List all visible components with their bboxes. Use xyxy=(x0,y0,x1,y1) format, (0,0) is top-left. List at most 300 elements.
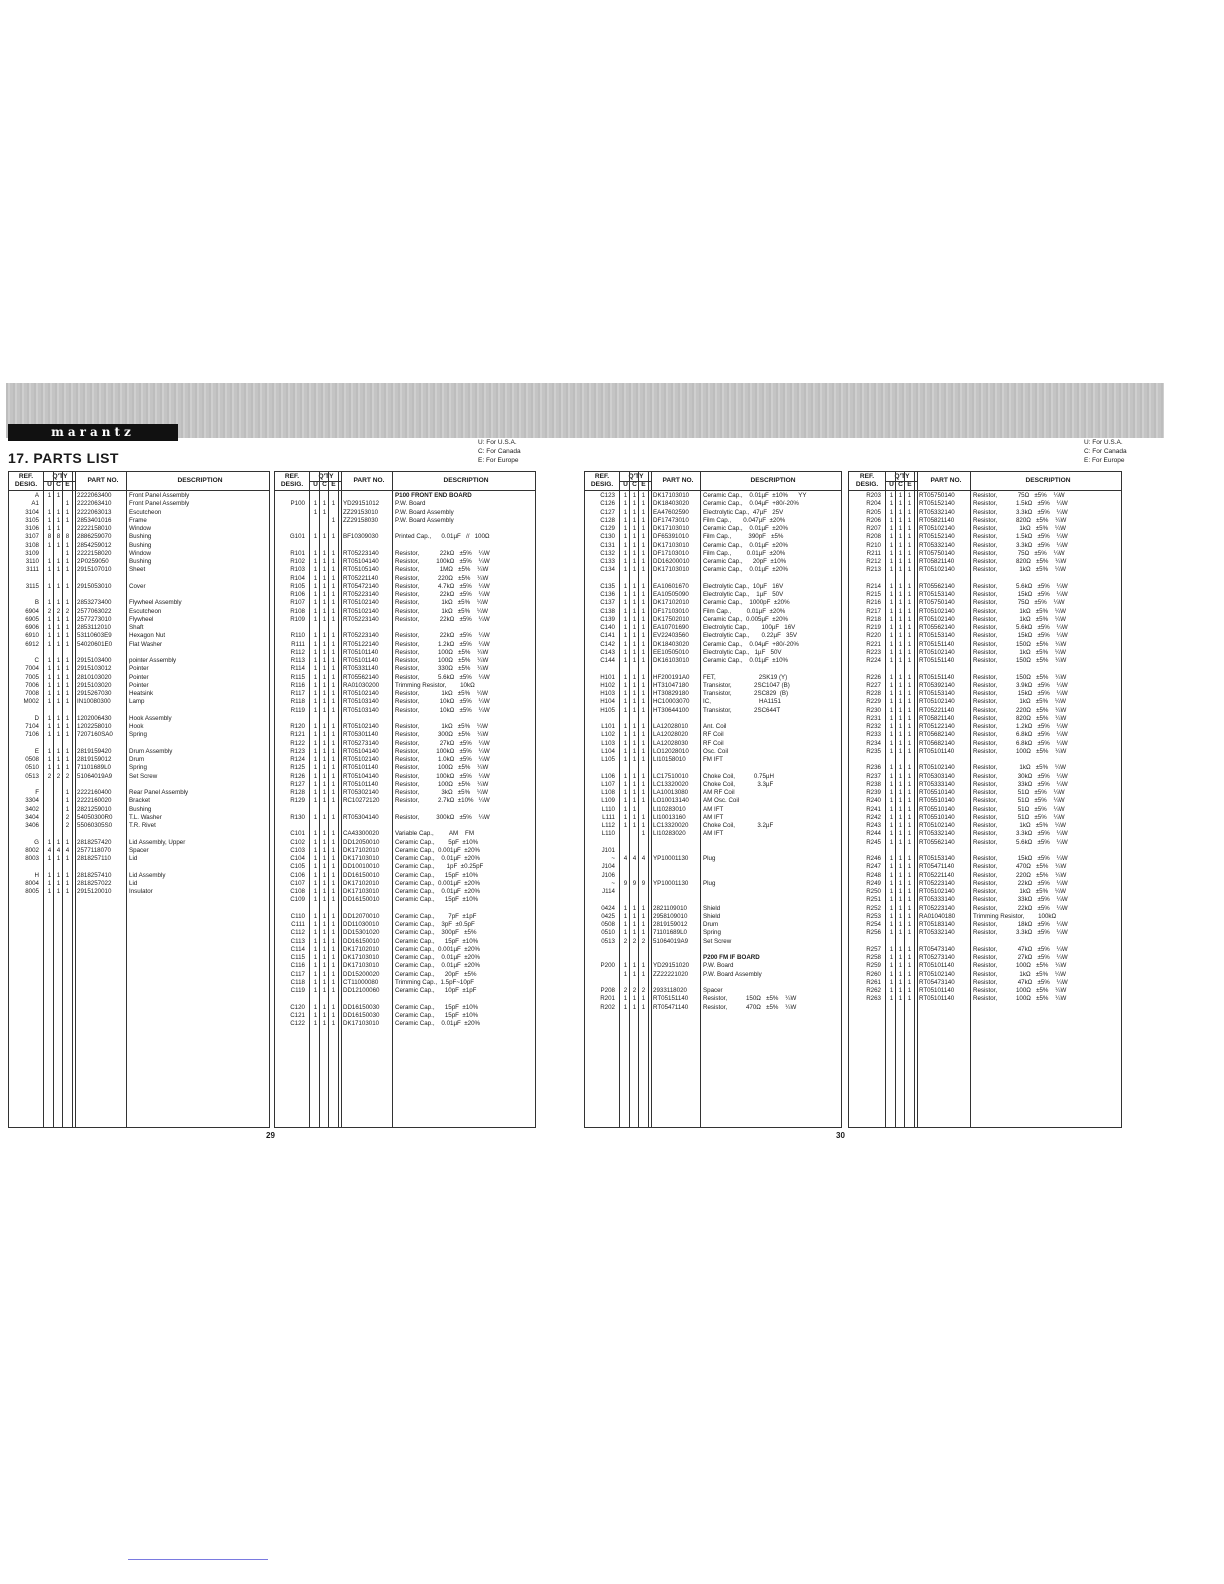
qty-c-cell: 1 xyxy=(322,632,327,640)
qty-u-cell: 1 xyxy=(313,739,318,747)
ref-cell: R112 xyxy=(290,648,305,656)
qty-e-cell: 1 xyxy=(907,954,912,961)
qty-c-cell: 2 xyxy=(632,937,637,945)
ref-cell: R236 xyxy=(866,764,881,772)
qty-u-cell: 1 xyxy=(623,822,628,829)
header-u: U xyxy=(889,481,894,488)
ref-cell: H105 xyxy=(600,706,615,714)
qty-c-cell: 1 xyxy=(322,896,327,904)
ref-cell: R259 xyxy=(866,962,881,970)
qty-e-cell: 1 xyxy=(641,591,646,598)
qty-e-cell: 1 xyxy=(331,978,336,986)
table-row xyxy=(585,938,841,946)
qty-c-cell: 1 xyxy=(322,1003,327,1011)
qty-u-cell: 1 xyxy=(623,541,628,549)
qty-u-cell: 1 xyxy=(313,896,318,904)
qty-e-cell: 1 xyxy=(907,855,912,862)
part-no-cell: LI10283020 xyxy=(653,830,686,838)
description-cell: Ceramic Cap., 0.01µF ±20% xyxy=(703,541,789,549)
description-cell: Resistor, 300Ω ±5% ¼W xyxy=(395,731,489,739)
qty-e-cell: 1 xyxy=(331,731,336,739)
qty-e-cell: 1 xyxy=(641,830,646,838)
qty-u-cell: 1 xyxy=(623,566,628,574)
qty-u-cell: 1 xyxy=(889,863,894,871)
description-cell: Flywheel xyxy=(129,615,154,623)
ref-cell: L107 xyxy=(601,780,615,788)
part-no-cell: DD16150010 xyxy=(343,896,380,904)
qty-c-cell: 1 xyxy=(632,962,637,970)
qty-c-cell: 1 xyxy=(632,912,637,920)
qty-e-cell: 1 xyxy=(331,533,336,541)
table-row xyxy=(849,781,1121,789)
qty-u-cell: 1 xyxy=(889,525,894,532)
table-row xyxy=(849,583,1121,591)
table-row xyxy=(275,674,535,682)
ref-cell: C128 xyxy=(600,516,615,524)
qty-c-cell: 1 xyxy=(898,508,903,516)
qty-c-cell: 1 xyxy=(322,607,327,615)
qty-u-cell: 1 xyxy=(623,500,628,508)
qty-e-cell: 1 xyxy=(331,830,336,838)
part-no-cell: 2854259012 xyxy=(77,541,112,549)
ref-cell: C107 xyxy=(290,879,305,887)
part-no-cell: CT11000080 xyxy=(343,978,379,986)
ref-cell: R242 xyxy=(866,813,881,821)
qty-u-cell: 1 xyxy=(623,615,628,623)
qty-e-cell: 1 xyxy=(907,879,912,887)
table-row xyxy=(849,533,1121,541)
qty-e-cell: 1 xyxy=(907,789,912,796)
table-row xyxy=(9,822,269,830)
ref-cell: C109 xyxy=(290,896,305,904)
qty-e-cell: 1 xyxy=(331,813,336,821)
part-no-cell: DD16150010 xyxy=(343,937,380,945)
qty-c-cell: 1 xyxy=(56,632,61,640)
table-row xyxy=(9,599,269,607)
table-row xyxy=(849,558,1121,566)
qty-e-cell: 1 xyxy=(65,665,70,673)
part-no-cell: RT05102140 xyxy=(919,822,955,829)
description-cell: Ceramic Cap., 15pF ±10% xyxy=(395,1011,479,1019)
part-no-cell: LI10013160 xyxy=(653,813,686,821)
qty-e-cell: 1 xyxy=(907,541,912,549)
qty-e-cell: 1 xyxy=(331,665,336,673)
table-row xyxy=(9,748,269,756)
part-no-cell: RT05332140 xyxy=(919,929,955,937)
qty-e-cell: 1 xyxy=(641,516,646,524)
description-cell: Spacer xyxy=(129,846,149,854)
qty-c-cell: 1 xyxy=(322,640,327,648)
part-no-cell: 2P0259050 xyxy=(77,558,109,565)
qty-u-cell: 2 xyxy=(47,607,52,615)
part-no-cell: RT05510140 xyxy=(919,813,955,821)
ref-cell: L108 xyxy=(601,789,615,796)
part-no-cell: 2915053010 xyxy=(77,582,112,590)
part-no-cell: RT05223140 xyxy=(343,591,379,598)
table-row xyxy=(275,682,535,690)
qty-e-cell: 1 xyxy=(331,855,336,862)
qty-e-cell: 1 xyxy=(907,912,912,920)
qty-e-cell: 1 xyxy=(641,566,646,574)
description-cell: P.W. Board xyxy=(703,962,734,970)
description-cell: Film Cap., 0.047µF ±20% xyxy=(703,516,786,524)
qty-c-cell: 1 xyxy=(322,698,327,706)
description-cell: Ceramic Cap., 0.001µF ±20% xyxy=(395,945,481,953)
ref-cell: C113 xyxy=(290,937,305,945)
qty-c-cell: 1 xyxy=(56,681,61,689)
description-cell: Pointer xyxy=(129,673,149,681)
qty-c-cell: 1 xyxy=(322,912,327,920)
qty-u-cell: 1 xyxy=(47,599,52,607)
part-no-cell: 2819159012 xyxy=(653,921,688,928)
description-cell: Choke Coil, 3.2µF xyxy=(703,822,774,829)
description-cell: Window xyxy=(129,549,152,557)
part-no-cell: RT05302140 xyxy=(343,789,379,796)
description-cell: Escutcheon xyxy=(129,508,162,516)
table-row xyxy=(9,509,269,517)
description-cell: Ceramic Cap., 0.01µF ±20% xyxy=(703,525,789,532)
table-row xyxy=(9,888,269,896)
parts-column-4 xyxy=(848,471,1122,1128)
description-cell: Resistor, 100Ω ±5% ¼W xyxy=(395,657,489,664)
qty-e-cell: 1 xyxy=(65,516,70,524)
ref-cell: 3110 xyxy=(25,558,39,565)
qty-u-cell: 1 xyxy=(623,648,628,656)
qty-u-cell: 1 xyxy=(889,813,894,821)
ref-cell: R212 xyxy=(866,558,881,565)
qty-u-cell: 1 xyxy=(313,756,318,763)
ref-cell: 3106 xyxy=(25,525,39,532)
table-row xyxy=(585,987,841,995)
qty-c-cell: 1 xyxy=(322,921,327,928)
qty-u-cell: 1 xyxy=(623,1003,628,1011)
part-no-cell: RT05101140 xyxy=(343,780,379,788)
qty-c-cell: 1 xyxy=(898,813,903,821)
qty-e-cell: 1 xyxy=(641,558,646,565)
table-row xyxy=(9,665,269,673)
qty-u-cell: 1 xyxy=(889,516,894,524)
description-cell: AM IFT xyxy=(703,830,724,838)
qty-u-cell: 1 xyxy=(47,615,52,623)
qty-c-cell: 1 xyxy=(322,978,327,986)
qty-c-cell: 1 xyxy=(632,516,637,524)
qty-u-cell: 1 xyxy=(313,838,318,846)
table-row xyxy=(9,690,269,698)
parts-column-3 xyxy=(584,471,842,1128)
qty-u-cell: 1 xyxy=(313,978,318,986)
description-cell: Ceramic Cap., 20pF ±10% xyxy=(703,558,787,565)
qty-u-cell: 1 xyxy=(313,764,318,772)
part-no-cell: LO10013140 xyxy=(653,797,689,805)
qty-u-cell: 1 xyxy=(889,558,894,565)
ref-cell: R251 xyxy=(866,896,881,904)
qty-c-cell: 1 xyxy=(898,978,903,986)
header-qty: Q'TY xyxy=(318,473,334,480)
qty-u-cell: 1 xyxy=(313,772,318,780)
ref-cell: 0513 xyxy=(601,937,615,945)
qty-e-cell: 1 xyxy=(331,937,336,945)
part-no-cell: 2818257410 xyxy=(77,871,112,879)
table-row xyxy=(9,723,269,731)
ref-cell: R109 xyxy=(290,615,305,623)
qty-u-cell: 1 xyxy=(313,657,318,664)
qty-c-cell: 1 xyxy=(898,871,903,879)
qty-c-cell: 1 xyxy=(632,558,637,565)
table-row xyxy=(9,781,269,789)
qty-c-cell: 1 xyxy=(632,780,637,788)
description-cell: Resistor, 10kΩ ±5% ¼W xyxy=(395,698,490,706)
qty-u-cell: 1 xyxy=(889,739,894,747)
header-desig: DESIG. xyxy=(855,481,879,488)
qty-e-cell: 2 xyxy=(65,772,70,780)
table-row xyxy=(275,566,535,574)
header-qty: Q'TY xyxy=(52,473,68,480)
qty-u-cell: 1 xyxy=(313,558,318,565)
qty-c-cell: 1 xyxy=(632,648,637,656)
part-no-cell: RT05392140 xyxy=(919,681,955,689)
qty-c-cell: 1 xyxy=(898,706,903,714)
qty-u-cell: 1 xyxy=(889,714,894,722)
header-c: C xyxy=(632,481,637,488)
part-no-cell: BF10309030 xyxy=(343,533,379,541)
ref-cell: R232 xyxy=(866,723,881,730)
description-cell: Resistor, 51Ω ±5% ¼W xyxy=(973,813,1065,821)
qty-c-cell: 1 xyxy=(632,657,637,664)
ref-cell: 0510 xyxy=(601,929,615,937)
part-no-cell: 2577273010 xyxy=(77,615,112,623)
description-cell: Spring xyxy=(129,764,147,772)
description-cell: Flat Washer xyxy=(129,640,163,648)
description-cell: P100 FRONT END BOARD xyxy=(395,492,472,499)
parts-rows xyxy=(585,492,841,1012)
qty-u-cell: 1 xyxy=(47,855,52,862)
qty-e-cell: 1 xyxy=(907,739,912,747)
qty-e-cell: 1 xyxy=(907,640,912,648)
table-row xyxy=(275,558,535,566)
header-description: DESCRIPTION xyxy=(1025,477,1071,484)
table-row xyxy=(849,748,1121,756)
qty-e-cell: 1 xyxy=(907,805,912,813)
table-row xyxy=(275,591,535,599)
qty-c-cell: 1 xyxy=(322,665,327,673)
part-no-cell: LC13320020 xyxy=(653,780,689,788)
part-no-cell: LA12028020 xyxy=(653,731,689,739)
description-cell: Ceramic Cap., 300pF ±5% xyxy=(395,929,477,937)
description-cell: Electrolytic Cap., 0.22µF 35V xyxy=(703,632,798,640)
qty-c-cell: 1 xyxy=(898,657,903,664)
ref-cell: C119 xyxy=(290,987,305,994)
part-no-cell: DF65391010 xyxy=(653,533,689,541)
qty-u-cell: 1 xyxy=(47,582,52,590)
qty-c-cell: 1 xyxy=(322,747,327,755)
description-cell: Resistor, 47kΩ ±5% ¼W xyxy=(973,978,1068,986)
description-cell: Transistor, 2SC644T xyxy=(703,706,781,714)
part-no-cell: DK17502010 xyxy=(653,615,690,623)
description-cell: Resistor, 100kΩ ±5% ¼W xyxy=(395,772,490,780)
table-row xyxy=(849,954,1121,962)
qty-c-cell: 1 xyxy=(898,541,903,549)
part-no-cell: 2222158010 xyxy=(77,525,112,532)
qty-e-cell: 1 xyxy=(907,657,912,664)
part-no-cell: RT05102140 xyxy=(919,615,955,623)
qty-u-cell: 1 xyxy=(313,723,318,730)
qty-e-cell: 1 xyxy=(641,615,646,623)
table-row xyxy=(849,847,1121,855)
table-row xyxy=(849,938,1121,946)
table-row xyxy=(9,583,269,591)
header-e: E xyxy=(65,481,70,488)
description-cell: Electrolytic Cap., 10µF 16V xyxy=(703,582,784,590)
ref-cell: 6912 xyxy=(25,640,39,648)
table-row xyxy=(275,839,535,847)
description-cell: Shield xyxy=(703,904,721,912)
qty-c-cell: 1 xyxy=(322,558,327,565)
ref-cell: C139 xyxy=(600,615,615,623)
ref-cell: C118 xyxy=(290,978,305,986)
description-cell: Resistor, 27kΩ ±5% ¼W xyxy=(395,739,490,747)
ref-cell: L103 xyxy=(601,739,615,747)
qty-u-cell: 1 xyxy=(47,681,52,689)
ref-cell: R216 xyxy=(866,599,881,607)
qty-c-cell: 1 xyxy=(322,879,327,887)
description-cell: Resistor, 220Ω ±5% ¼W xyxy=(973,706,1067,714)
ref-cell: 0513 xyxy=(25,772,39,780)
qty-e-cell: 1 xyxy=(907,987,912,994)
ref-cell: C104 xyxy=(290,855,305,862)
ref-cell: A xyxy=(34,492,39,499)
ref-cell: J101 xyxy=(601,846,615,854)
qty-e-cell: 1 xyxy=(907,525,912,532)
part-no-cell: DK17103010 xyxy=(653,566,690,574)
qty-c-cell: 1 xyxy=(898,929,903,937)
qty-c-cell: 1 xyxy=(632,698,637,706)
qty-u-cell: 1 xyxy=(313,780,318,788)
table-row xyxy=(849,872,1121,880)
part-no-cell: 51064019A9 xyxy=(77,772,113,780)
qty-u-cell: 1 xyxy=(623,516,628,524)
table-row xyxy=(585,566,841,574)
qty-c-cell: 1 xyxy=(898,714,903,722)
description-cell: Plug xyxy=(703,855,716,862)
description-cell: Resistor, 15kΩ ±5% ¼W xyxy=(973,632,1068,640)
part-no-cell: RT05273140 xyxy=(919,954,955,961)
qty-u-cell: 1 xyxy=(623,912,628,920)
qty-e-cell: 1 xyxy=(331,962,336,970)
table-row xyxy=(9,731,269,739)
table-row xyxy=(585,723,841,731)
qty-e-cell: 1 xyxy=(907,747,912,755)
description-cell: Set Screw xyxy=(129,772,158,780)
description-cell: Bushing xyxy=(129,541,152,549)
qty-c-cell: 1 xyxy=(632,599,637,607)
ref-cell: C127 xyxy=(600,508,615,516)
table-row xyxy=(585,492,841,500)
table-row xyxy=(585,641,841,649)
description-cell: Bushing xyxy=(129,558,152,565)
qty-c-cell: 1 xyxy=(898,797,903,805)
description-cell: Shield xyxy=(703,912,721,920)
table-row xyxy=(9,492,269,500)
qty-u-cell: 2 xyxy=(623,937,628,945)
table-row xyxy=(849,566,1121,574)
qty-u-cell: 1 xyxy=(313,830,318,838)
ref-cell: 6905 xyxy=(25,615,39,623)
qty-u-cell: 1 xyxy=(313,706,318,714)
table-row xyxy=(275,525,535,533)
qty-e-cell: 1 xyxy=(65,508,70,516)
table-row xyxy=(585,1004,841,1012)
qty-c-cell: 1 xyxy=(56,764,61,772)
qty-e-cell: 1 xyxy=(65,541,70,549)
table-row xyxy=(585,707,841,715)
description-cell: T.L. Washer xyxy=(129,813,162,821)
description-cell: Resistor, 150Ω ±5% ¼W xyxy=(973,657,1067,664)
ref-cell: L110 xyxy=(601,830,615,838)
description-cell: IC, HA1151 xyxy=(703,698,781,706)
table-row xyxy=(849,492,1121,500)
ref-cell: 8005 xyxy=(25,888,39,895)
qty-c-cell: 1 xyxy=(56,714,61,722)
qty-u-cell: 1 xyxy=(47,516,52,524)
qty-e-cell: 1 xyxy=(641,739,646,747)
part-no-cell: HT31047180 xyxy=(653,681,689,689)
qty-u-cell: 1 xyxy=(623,492,628,499)
table-row xyxy=(275,872,535,880)
qty-u-cell: 1 xyxy=(313,954,318,961)
ref-cell: R123 xyxy=(290,747,305,755)
table-row xyxy=(275,542,535,550)
part-no-cell: RA01030200 xyxy=(343,681,380,689)
qty-e-cell: 1 xyxy=(907,772,912,780)
ref-cell: R129 xyxy=(290,797,305,805)
part-no-cell: 51064019A9 xyxy=(653,937,689,945)
ref-cell: R108 xyxy=(290,607,305,615)
description-cell: RF Coil xyxy=(703,739,724,747)
table-row xyxy=(275,888,535,896)
table-row xyxy=(849,509,1121,517)
ref-cell: C101 xyxy=(290,830,305,838)
ref-cell: R125 xyxy=(290,764,305,772)
ref-cell: R219 xyxy=(866,624,881,631)
description-cell: Resistor, 300kΩ ±5% ¼W xyxy=(395,813,490,821)
description-cell: Lid xyxy=(129,879,138,887)
qty-e-cell: 1 xyxy=(641,525,646,532)
table-row xyxy=(275,500,535,508)
header-desig: DESIG. xyxy=(590,481,614,488)
ref-cell: R130 xyxy=(290,813,305,821)
part-no-cell: LA10013080 xyxy=(653,789,689,796)
description-cell: Resistor, 47kΩ ±5% ¼W xyxy=(973,945,1068,953)
qty-u-cell: 1 xyxy=(889,904,894,912)
description-cell: Ceramic Cap., 0.01µF ±20% xyxy=(395,1020,481,1027)
ref-cell: L112 xyxy=(601,822,615,829)
part-no-cell: LA12028030 xyxy=(653,739,689,747)
qty-u-cell: 1 xyxy=(313,591,318,598)
qty-e-cell: 1 xyxy=(907,673,912,681)
qty-u-cell: 1 xyxy=(623,962,628,970)
table-row xyxy=(585,583,841,591)
description-cell: Ceramic Cap., 10pF ±1pF xyxy=(395,987,477,994)
description-cell: Bracket xyxy=(129,797,150,805)
qty-u-cell: 1 xyxy=(889,731,894,739)
part-no-cell: 2810103020 xyxy=(77,673,112,681)
ref-cell: R121 xyxy=(290,731,305,739)
ref-cell: H102 xyxy=(600,681,615,689)
part-no-cell: RC10272120 xyxy=(343,797,380,805)
ref-cell: R118 xyxy=(290,698,305,706)
ref-cell: G101 xyxy=(289,533,305,541)
qty-u-cell: 1 xyxy=(889,855,894,862)
